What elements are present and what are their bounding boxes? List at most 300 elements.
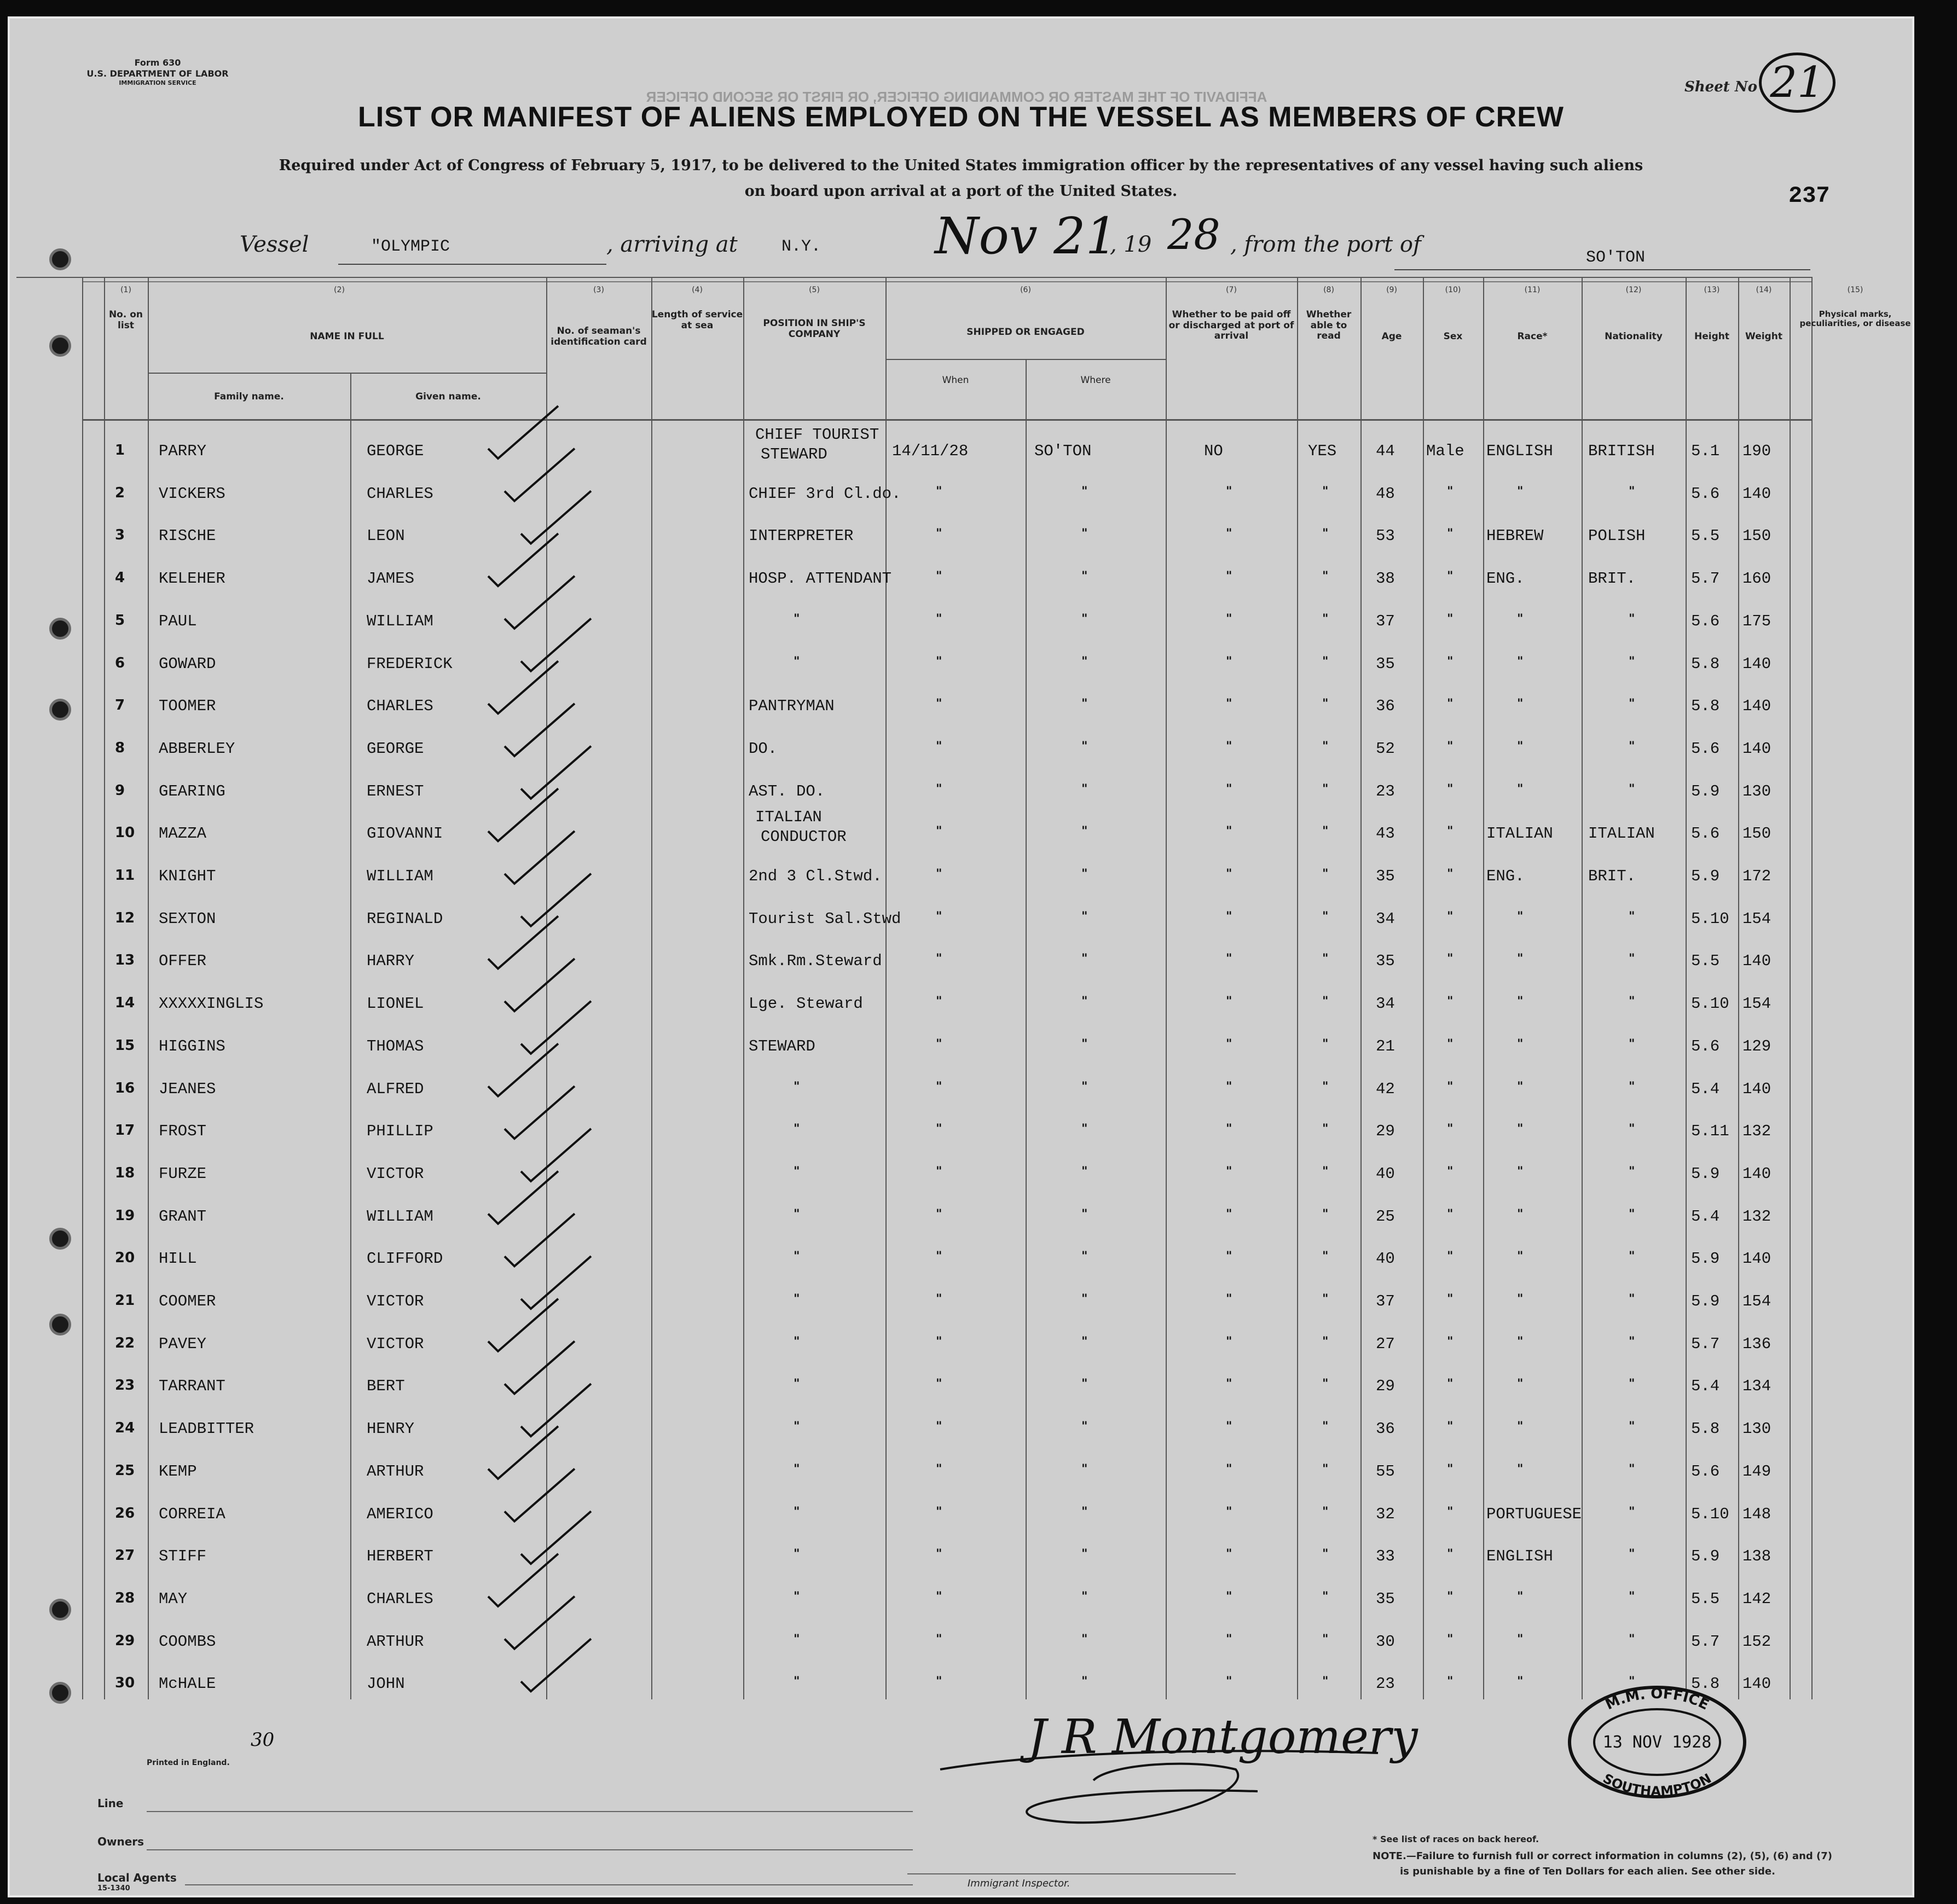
cell-family: KELEHER: [159, 570, 225, 588]
cell-nat-ditto: ": [1629, 484, 1635, 498]
cell-where-ditto: ": [1081, 952, 1088, 966]
cell-no: 18: [115, 1164, 135, 1181]
owners-label: Owners: [97, 1835, 144, 1848]
cell-nat-ditto: ": [1629, 952, 1635, 966]
cell-age: 21: [1376, 1037, 1395, 1055]
cell-family: HILL: [159, 1250, 197, 1268]
cell-age: 40: [1376, 1164, 1395, 1183]
cell-age: 55: [1376, 1462, 1395, 1481]
cell-where-ditto: ": [1081, 484, 1088, 498]
punch-hole: [49, 1228, 71, 1250]
cell-position: ": [794, 1122, 800, 1136]
tick-mark: [505, 704, 575, 756]
cell-when-ditto: ": [936, 1207, 942, 1221]
manifest-sheet: [8, 16, 1914, 1897]
tick-mark: [488, 661, 558, 713]
cell-where-ditto: ": [1081, 1334, 1088, 1349]
cell-age: 33: [1376, 1547, 1395, 1566]
cell-given: HERBERT: [367, 1547, 433, 1566]
cell-paid-ditto: ": [1226, 527, 1232, 541]
cell-read-ditto: ": [1322, 952, 1329, 966]
signature: [929, 1687, 1477, 1851]
cell-read-ditto: ": [1322, 1632, 1329, 1646]
cell-height: 5.4: [1691, 1207, 1720, 1226]
cell-height: 5.9: [1691, 1250, 1720, 1268]
cell-paid-ditto: ": [1226, 909, 1232, 924]
cell-weight: 154: [1742, 995, 1771, 1013]
header-sex: Sex: [1443, 331, 1463, 342]
cell-where-ditto: ": [1081, 1632, 1088, 1646]
cell-age: 35: [1376, 654, 1395, 673]
tick-mark: [488, 1044, 558, 1096]
cell-age: 53: [1376, 527, 1395, 545]
cell-sex-ditto: ": [1447, 952, 1454, 966]
cell-given: JOHN: [367, 1675, 405, 1693]
cell-sex-ditto: ": [1447, 612, 1454, 626]
cell-position: AST. DO.: [749, 782, 825, 800]
cell-no: 13: [115, 952, 135, 969]
cell-read-ditto: ": [1322, 825, 1329, 839]
cell-weight: 130: [1742, 1420, 1771, 1438]
vessel-label: Vessel: [240, 232, 309, 257]
cell-weight: 132: [1742, 1207, 1771, 1226]
cell-weight: 140: [1742, 952, 1771, 971]
column-number: (3): [593, 286, 604, 294]
punch-hole: [49, 335, 71, 357]
cell-age: 23: [1376, 1675, 1395, 1693]
cell-no: 24: [115, 1420, 135, 1437]
tick-mark: [505, 831, 575, 884]
agents-code: 15-1340: [97, 1884, 130, 1893]
cell-sex-ditto: ": [1447, 1420, 1454, 1434]
cell-race-ditto: ": [1517, 1420, 1524, 1434]
subtitle-line-1: Required under Act of Congress of February 5, 1917, to be delivered to the United States immigration officer by the representatives of any vessel having such aliens: [279, 157, 1643, 174]
cell-paid-ditto: ": [1226, 1122, 1232, 1136]
note-line-2: is punishable by a fine of Ten Dollars for each alien. See other side.: [1400, 1866, 1775, 1877]
cell-when-ditto: ": [936, 1334, 942, 1349]
header-where: Where: [1080, 375, 1111, 386]
cell-read-ditto: ": [1322, 1420, 1329, 1434]
cell-where: SO'TON: [1034, 442, 1092, 460]
header-position: POSITION IN SHIP'S COMPANY: [763, 318, 866, 340]
page-number: 237: [1788, 183, 1830, 209]
cell-read-ditto: ": [1322, 1589, 1329, 1604]
cell-paid-ditto: ": [1226, 782, 1232, 796]
cell-weight: 129: [1742, 1037, 1771, 1055]
cell-paid-ditto: ": [1226, 570, 1232, 584]
year-prefix: , 19: [1110, 232, 1152, 257]
cell-paid-ditto: ": [1226, 654, 1232, 669]
printed-in: Printed in England.: [147, 1758, 230, 1767]
cell-given: ALFRED: [367, 1079, 424, 1098]
cell-when-ditto: ": [936, 1377, 942, 1391]
cell-position: STEWARD: [749, 1037, 815, 1055]
cell-no: 12: [115, 909, 135, 926]
cell-nat-ditto: ": [1629, 782, 1635, 796]
cell-where-ditto: ": [1081, 612, 1088, 626]
cell-where-ditto: ": [1081, 909, 1088, 924]
cell-where-ditto: ": [1081, 867, 1088, 881]
cell-no: 11: [115, 867, 135, 884]
cell-height: 5.5: [1691, 527, 1720, 545]
cell-race-ditto: ": [1517, 909, 1524, 924]
cell-race: ENG.: [1486, 867, 1525, 885]
sheet-number: 21: [1770, 58, 1825, 107]
cell-sex-ditto: ": [1447, 1589, 1454, 1604]
cell-where-ditto: ": [1081, 570, 1088, 584]
cell-given: LEON: [367, 527, 405, 545]
header-able-read: Whether able to read: [1306, 309, 1352, 342]
cell-race-ditto: ": [1517, 782, 1524, 796]
cell-family: SEXTON: [159, 909, 216, 928]
cell-sex-ditto: ": [1447, 867, 1454, 881]
cell-height: 5.11: [1691, 1122, 1729, 1141]
cell-read-ditto: ": [1322, 909, 1329, 924]
header-no-on-list: No. on list: [108, 309, 143, 331]
header-given-name: Given name.: [415, 391, 481, 402]
punch-hole: [49, 1682, 71, 1704]
cell-race-ditto: ": [1517, 1334, 1524, 1349]
cell-when-ditto: ": [936, 1675, 942, 1689]
cell-sex-ditto: ": [1447, 1334, 1454, 1349]
cell-weight: 175: [1742, 612, 1771, 630]
cell-weight: 150: [1742, 527, 1771, 545]
office-stamp: [1564, 1682, 1750, 1802]
cell-race-ditto: ": [1517, 1292, 1524, 1306]
cell-given: GEORGE: [367, 739, 424, 758]
tick-mark: [505, 1597, 575, 1649]
column-number: (15): [1847, 286, 1863, 294]
column-number: (13): [1704, 286, 1720, 294]
cell-position: ": [794, 1420, 800, 1434]
column-number: (10): [1445, 286, 1461, 294]
header-nationality: Nationality: [1605, 331, 1663, 342]
cell-family: MAZZA: [159, 825, 207, 843]
cell-race-ditto: ": [1517, 995, 1524, 1009]
cell-family: GRANT: [159, 1207, 207, 1226]
subtitle-line-2: on board upon arrival at a port of the United States.: [744, 183, 1178, 200]
cell-age: 37: [1376, 1292, 1395, 1310]
punch-hole: [49, 248, 71, 270]
punch-hole: [49, 699, 71, 721]
line-rule: [147, 1811, 913, 1812]
cell-sex-ditto: ": [1447, 654, 1454, 669]
cell-paid-ditto: ": [1226, 612, 1232, 626]
cell-no: 8: [115, 739, 125, 756]
cell-family: PAVEY: [159, 1334, 207, 1353]
cell-given: HARRY: [367, 952, 415, 971]
cell-height: 5.9: [1691, 1292, 1720, 1310]
cell-position: ": [794, 1207, 800, 1221]
cell-race-ditto: ": [1517, 1164, 1524, 1179]
cell-age: 40: [1376, 1250, 1395, 1268]
cell-family: KNIGHT: [159, 867, 216, 885]
agents-label: Local Agents: [97, 1871, 177, 1884]
cell-sex-ditto: ": [1447, 1164, 1454, 1179]
form-header: [10, 19, 1912, 276]
cell-weight: 140: [1742, 484, 1771, 503]
cell-where-ditto: ": [1081, 1164, 1088, 1179]
cell-nat-ditto: ": [1629, 1377, 1635, 1391]
cell-given: THOMAS: [367, 1037, 424, 1055]
cell-family: RISCHE: [159, 527, 216, 545]
cell-sex-ditto: ": [1447, 1632, 1454, 1646]
cell-paid: NO: [1204, 442, 1223, 460]
cell-height: 5.7: [1691, 1632, 1720, 1651]
cell-weight: 154: [1742, 1292, 1771, 1310]
cell-nat-ditto: ": [1629, 1122, 1635, 1136]
cell-position: ": [794, 1079, 800, 1094]
cell-read-ditto: ": [1322, 1164, 1329, 1179]
note-line-1: NOTE.—Failure to furnish full or correct information in columns (2), (5), (6) and (7): [1373, 1850, 1833, 1862]
cell-weight: 138: [1742, 1547, 1771, 1566]
cell-family: COOMBS: [159, 1632, 216, 1651]
cell-nat-ditto: ": [1629, 1589, 1635, 1604]
column-number: (14): [1756, 286, 1772, 294]
signature-text: J R Montgomery: [1028, 1710, 1418, 1764]
cell-sex-ditto: ": [1447, 782, 1454, 796]
cell-family: ABBERLEY: [159, 739, 235, 758]
cell-given: GEORGE: [367, 442, 424, 460]
cell-height: 5.9: [1691, 1164, 1720, 1183]
cell-age: 35: [1376, 1589, 1395, 1608]
agents-rule: [185, 1884, 913, 1885]
cell-race-ditto: ": [1517, 739, 1524, 753]
cell-family: VICKERS: [159, 484, 225, 503]
cell-paid-ditto: ": [1226, 1292, 1232, 1306]
cell-nat-ditto: ": [1629, 1505, 1635, 1519]
cell-no: 27: [115, 1547, 135, 1564]
cell-height: 5.10: [1691, 1505, 1729, 1523]
cell-height: 5.1: [1691, 442, 1720, 460]
cell-height: 5.8: [1691, 697, 1720, 716]
cell-height: 5.8: [1691, 654, 1720, 673]
cell-sex-ditto: ": [1447, 909, 1454, 924]
cell-nat-ditto: ": [1629, 1420, 1635, 1434]
from-label: , from the port of: [1230, 232, 1421, 257]
cell-height: 5.8: [1691, 1420, 1720, 1438]
cell-height: 5.8: [1691, 1675, 1720, 1693]
cell-given: REGINALD: [367, 909, 443, 928]
cell-read-ditto: ": [1322, 1462, 1329, 1476]
cell-read-ditto: ": [1322, 527, 1329, 541]
cell-read-ditto: ": [1322, 995, 1329, 1009]
column-number: (1): [120, 286, 131, 294]
cell-when-ditto: ": [936, 952, 942, 966]
cell-race-ditto: ": [1517, 612, 1524, 626]
crew-manifest-table: [82, 277, 1911, 1699]
cell-race: ITALIAN: [1486, 825, 1553, 843]
cell-weight: 140: [1742, 1079, 1771, 1098]
cell-position: ": [794, 1547, 800, 1561]
sheet-label: Sheet No: [1684, 79, 1757, 95]
cell-when-ditto: ": [936, 1079, 942, 1094]
column-number: (6): [1020, 286, 1031, 294]
cell-age: 32: [1376, 1505, 1395, 1523]
cell-position: ": [794, 612, 800, 626]
cell-height: 5.6: [1691, 825, 1720, 843]
punch-hole: [49, 1599, 71, 1621]
cell-position: ": [794, 1632, 800, 1646]
header-paid-off: Whether to be paid off or discharged at port of arrival: [1168, 309, 1294, 342]
cell-sex-ditto: ": [1447, 1207, 1454, 1221]
cell-sex-ditto: ": [1447, 1462, 1454, 1476]
cell-race: ENG.: [1486, 570, 1525, 588]
cell-nat-ditto: ": [1629, 697, 1635, 711]
cell-no: 23: [115, 1377, 135, 1394]
cell-weight: 134: [1742, 1377, 1771, 1396]
cell-height: 5.5: [1691, 1589, 1720, 1608]
cell-given: GIOVANNI: [367, 825, 443, 843]
cell-given: VICTOR: [367, 1292, 424, 1310]
cell-given: FREDERICK: [367, 654, 453, 673]
cell-height: 5.10: [1691, 909, 1729, 928]
stamp-top-text: M.M. OFFICE: [1603, 1685, 1712, 1714]
cell-height: 5.5: [1691, 952, 1720, 971]
header-physical: Physical marks, peculiarities, or disease: [1799, 309, 1911, 329]
cell-where-ditto: ": [1081, 782, 1088, 796]
cell-position: Lge. Steward: [749, 995, 863, 1013]
cell-position: ": [794, 1334, 800, 1349]
cell-position: ITALIAN: [755, 808, 822, 827]
cell-age: 36: [1376, 1420, 1395, 1438]
cell-where-ditto: ": [1081, 1377, 1088, 1391]
cell-when-ditto: ": [936, 1292, 942, 1306]
cell-family: FURZE: [159, 1164, 207, 1183]
cell-family: LEADBITTER: [159, 1420, 254, 1438]
header-race: Race*: [1517, 331, 1548, 342]
cell-where-ditto: ": [1081, 1547, 1088, 1561]
cell-age: 38: [1376, 570, 1395, 588]
cell-read-ditto: ": [1322, 1334, 1329, 1349]
cell-where-ditto: ": [1081, 1505, 1088, 1519]
tick-mark: [488, 788, 558, 841]
cell-sex-ditto: ": [1447, 1037, 1454, 1051]
cell-position: ": [794, 1462, 800, 1476]
cell-where-ditto: ": [1081, 1292, 1088, 1306]
cell-family: OFFER: [159, 952, 207, 971]
from-underline: [1394, 269, 1810, 270]
cell-paid-ditto: ": [1226, 1037, 1232, 1051]
cell-race-ditto: ": [1517, 1632, 1524, 1646]
cell-paid-ditto: ": [1226, 1377, 1232, 1391]
cell-race: ENGLISH: [1486, 442, 1553, 460]
cell-when-ditto: ": [936, 527, 942, 541]
tick-mark: [505, 449, 575, 501]
cell-weight: 140: [1742, 1675, 1771, 1693]
cell-nat-ditto: ": [1629, 739, 1635, 753]
cell-paid-ditto: ": [1226, 484, 1232, 498]
cell-nat: BRITISH: [1588, 442, 1655, 460]
cell-position: ": [794, 1164, 800, 1179]
cell-height: 5.6: [1691, 739, 1720, 758]
cell-nat: BRIT.: [1588, 867, 1636, 885]
cell-paid-ditto: ": [1226, 1632, 1232, 1646]
arriving-label: , arriving at: [606, 232, 738, 257]
cell-weight: 140: [1742, 1250, 1771, 1268]
cell-paid-ditto: ": [1226, 1505, 1232, 1519]
cell-paid-ditto: ": [1226, 867, 1232, 881]
cell-no: 25: [115, 1462, 135, 1479]
cell-when-ditto: ": [936, 909, 942, 924]
cell-age: 52: [1376, 739, 1395, 758]
races-note: * See list of races on back hereof.: [1373, 1834, 1539, 1844]
cell-no: 2: [115, 484, 125, 501]
cell-paid-ditto: ": [1226, 1420, 1232, 1434]
cell-read-ditto: ": [1322, 654, 1329, 669]
cell-read-ditto: ": [1322, 484, 1329, 498]
cell-where-ditto: ": [1081, 825, 1088, 839]
cell-no: 3: [115, 527, 125, 544]
cell-family: JEANES: [159, 1079, 216, 1098]
tick-mark: [505, 1341, 575, 1394]
cell-age: 37: [1376, 612, 1395, 630]
cell-given: WILLIAM: [367, 867, 433, 885]
cell-given: VICTOR: [367, 1334, 424, 1353]
cell-race-ditto: ": [1517, 1122, 1524, 1136]
cell-when: 14/11/28: [892, 442, 969, 460]
affidavit-bleedthrough: AFFIDAVIT OF THE MASTER OR COMMANDING OFFICER, OR FIRST OR SECOND OFFICER: [646, 89, 1267, 105]
cell-age: 43: [1376, 825, 1395, 843]
cell-given: WILLIAM: [367, 612, 433, 630]
punch-hole: [49, 1314, 71, 1336]
cell-read-ditto: ": [1322, 1675, 1329, 1689]
cell-weight: 190: [1742, 442, 1771, 460]
cell-paid-ditto: ": [1226, 995, 1232, 1009]
column-number: (12): [1625, 286, 1642, 294]
column-number: (4): [692, 286, 703, 294]
arriving-port: N.Y.: [781, 237, 821, 256]
cell-sex-ditto: ": [1447, 1675, 1454, 1689]
cell-race-ditto: ": [1517, 654, 1524, 669]
cell-when-ditto: ": [936, 1250, 942, 1264]
cell-weight: 172: [1742, 867, 1771, 885]
cell-no: 30: [115, 1675, 135, 1692]
cell-height: 5.4: [1691, 1377, 1720, 1396]
cell-height: 5.9: [1691, 867, 1720, 885]
column-number: (11): [1524, 286, 1541, 294]
arrival-date: Nov 21: [935, 207, 1118, 265]
cell-position: 2nd 3 Cl.Stwd.: [749, 867, 882, 885]
tick-mark: [488, 1299, 558, 1351]
cell-when-ditto: ": [936, 1420, 942, 1434]
cell-where-ditto: ": [1081, 739, 1088, 753]
cell-age: 42: [1376, 1079, 1395, 1098]
cell-paid-ditto: ": [1226, 1675, 1232, 1689]
cell-race-ditto: ": [1517, 1462, 1524, 1476]
cell-position: ": [794, 1250, 800, 1264]
cell-given: ARTHUR: [367, 1632, 424, 1651]
cell-read-ditto: ": [1322, 867, 1329, 881]
cell-read-ditto: ": [1322, 570, 1329, 584]
cell-sex-ditto: ": [1447, 697, 1454, 711]
cell-sex-ditto: ": [1447, 1122, 1454, 1136]
cell-nat-ditto: ": [1629, 1079, 1635, 1094]
cell-age: 36: [1376, 697, 1395, 716]
cell-position2: STEWARD: [761, 445, 827, 463]
cell-nat-ditto: ": [1629, 1632, 1635, 1646]
cell-where-ditto: ": [1081, 1037, 1088, 1051]
cell-read-ditto: ": [1322, 1547, 1329, 1561]
cell-age: 34: [1376, 909, 1395, 928]
cell-read-ditto: ": [1322, 612, 1329, 626]
cell-where-ditto: ": [1081, 1207, 1088, 1221]
cell-height: 5.9: [1691, 782, 1720, 800]
tick-mark: [505, 1086, 575, 1139]
department: U.S. DEPARTMENT OF LABOR: [86, 68, 229, 79]
tick-mark: [488, 1426, 558, 1479]
cell-paid-ditto: ": [1226, 1164, 1232, 1179]
